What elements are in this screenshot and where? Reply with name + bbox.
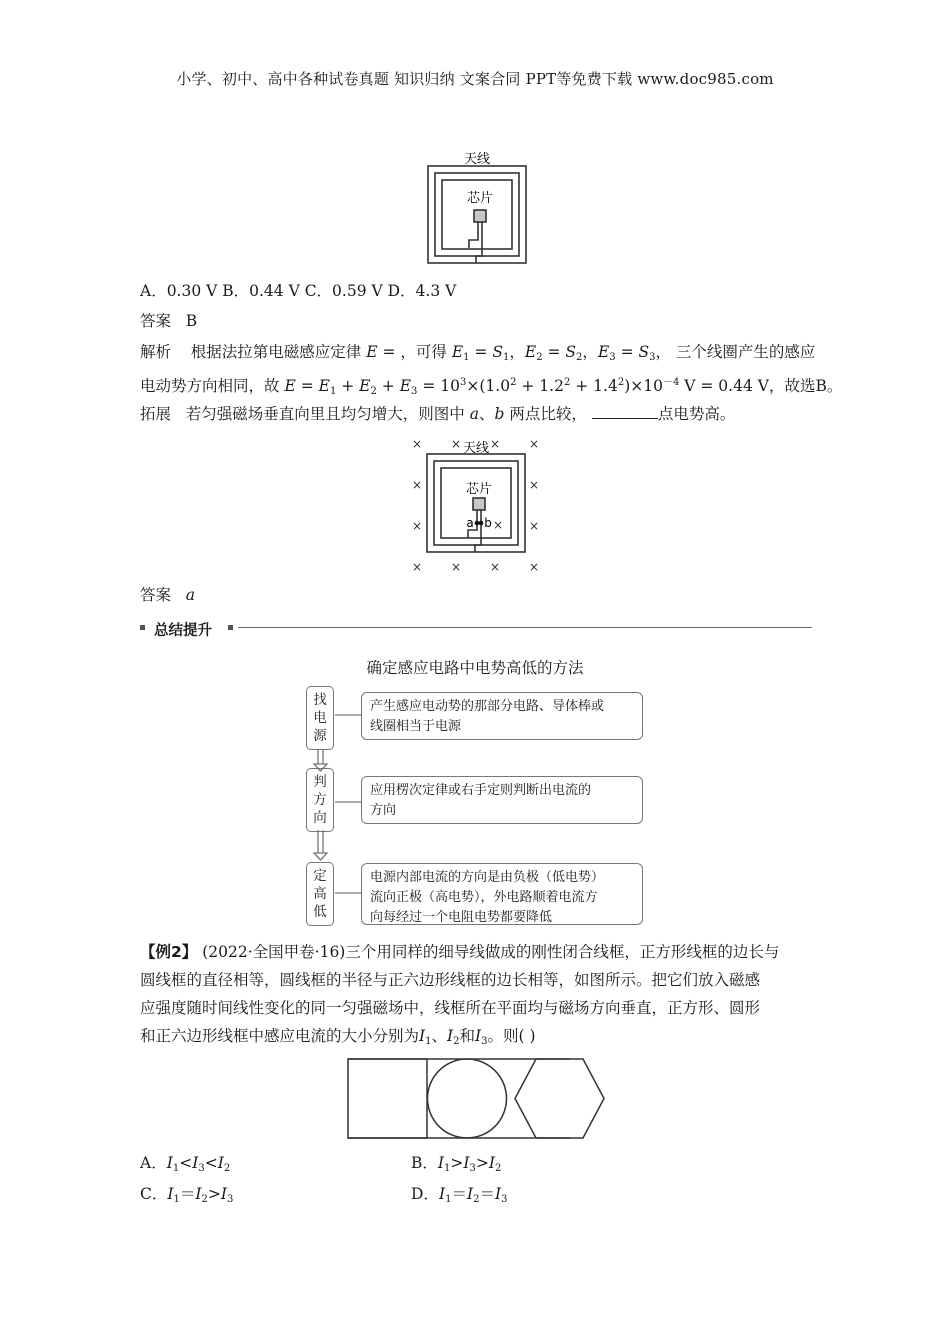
answer-label: 答案 (140, 312, 172, 330)
summary-marker (140, 625, 145, 630)
analysis-line-2: 电动势方向相同，故 $E = E_1 + E_2 + E_3 = 10^3\times(1.0^2 + 1.2^2 + 1.4^2)\times 10^{-4}$ V = 0.44 V，故选B。 (140, 377, 843, 397)
antenna-label-2: 天线 (462, 441, 490, 456)
example-tag: 【例2】 (140, 943, 198, 961)
hexagon-frame (515, 1059, 604, 1138)
step-char: 源 (313, 728, 327, 744)
antenna-figure-2 (405, 432, 547, 578)
extension-text-3: 点电势高。 (657, 405, 736, 423)
example-line: 。则( ) (487, 1027, 536, 1045)
step-char: 方 (313, 792, 327, 808)
step-find-source (306, 686, 334, 750)
step-char: 高 (313, 886, 327, 902)
field-cross: × (492, 518, 504, 532)
extension-label: 拓展 (140, 405, 172, 423)
circle-frame (428, 1059, 507, 1138)
step-char: 判 (313, 774, 327, 790)
example-2-text: 【例2】 (2022·全国甲卷·16)三个用同样的细导线做成的刚性闭合线框，正方形线框的边长与 圆线框的直径相等，圆线框的半径与正六边形线框的边长相等，如图所示。把它们放入磁感 应强度随时间线性变化的同一匀强磁场中，线框所在平面均与磁场方向垂直，正方形、圆形 和正六边形线框中感应电流的大小分别为$I_1$、$I_2$和$I_3$。则( ) (140, 938, 812, 1056)
summary-bar (140, 619, 812, 637)
blank-line (592, 404, 658, 419)
step-char: 定 (313, 868, 327, 884)
step-desc-determine-level (361, 863, 643, 925)
answer-2-value: a (185, 586, 196, 604)
example-line: 和正六边形线框中感应电流的大小分别为 (140, 1027, 420, 1045)
square-frame (348, 1059, 427, 1138)
example-source: (2022·全国甲卷·16) (202, 943, 346, 961)
analysis-text-4: 电动势方向相同，故 (140, 377, 280, 395)
flowchart-title: 确定感应电路中电势高低的方法 (366, 659, 584, 677)
field-cross: × (528, 437, 540, 451)
point-a-dot (475, 521, 480, 526)
step-judge-direction (306, 768, 334, 832)
step-determine-level (306, 862, 334, 926)
step-desc-find-source (361, 692, 643, 740)
choice-b-label: B． (411, 1154, 438, 1172)
step-char: 找 (313, 692, 327, 708)
shapes-figure (340, 1056, 610, 1144)
chip-label-2: 芯片 (465, 482, 493, 497)
choice-a-label: A． (140, 1154, 167, 1172)
desc-line: 应用楞次定律或右手定则判断出电流的 (370, 783, 592, 798)
answer-1 (140, 310, 197, 332)
answer-2-label: 答案 (140, 586, 172, 604)
desc-line: 方向 (370, 803, 397, 818)
desc-line: 流向正极（高电势），外电路顺着电流方 (370, 890, 598, 905)
chip-label-1: 芯片 (466, 191, 494, 206)
step-desc-judge-direction (361, 776, 643, 824)
desc-line: 线圈相当于电源 (370, 719, 462, 734)
answer-value: B (185, 312, 198, 330)
example-line: 三个用同样的细导线做成的刚性闭合线框，正方形线框的边长与 (345, 943, 780, 961)
antenna-label-1: 天线 (463, 152, 491, 167)
field-cross: × (411, 560, 423, 574)
analysis-text-2: ，可得 (400, 343, 447, 361)
field-cross: × (528, 519, 540, 533)
choice-c[interactable]: C．$I_1=I_2>I_3$ (140, 1185, 234, 1205)
field-cross: × (411, 437, 423, 451)
analysis-label: 解析 (140, 343, 172, 361)
summary-marker (228, 625, 233, 630)
analysis-text-5: ，故选B。 (768, 377, 843, 395)
options-line: A．0.30 V B．0.44 V C．0.59 V D．4.3 V (140, 282, 457, 300)
choice-a[interactable]: A．$I_1<I_3<I_2$ (140, 1154, 231, 1174)
field-cross: × (528, 478, 540, 492)
field-cross: × (450, 560, 462, 574)
analysis-line-1: 解析 根据法拉第电磁感应定律 E = ，可得 $E_1 = S_1$，$E_2 = S_2$，$E_3 = S_3$， 三个线圈产生的感应 (140, 343, 816, 363)
choice-b[interactable]: B．$I_1>I_3>I_2$ (411, 1154, 502, 1174)
desc-line: 电源内部电流的方向是由负极（低电势） (370, 870, 605, 885)
extension-line: 拓展 若匀强磁场垂直向里且均匀增大，则图中 a、b 两点比较， 点电势高。 (140, 405, 736, 423)
choice-d-label: D． (411, 1185, 439, 1203)
choice-c-label: C． (140, 1185, 168, 1203)
step-char: 向 (313, 810, 327, 826)
step-char: 低 (313, 904, 327, 920)
extension-text-2: 两点比较， (509, 405, 587, 423)
example-line: 圆线框的直径相等，圆线框的半径与正六边形线框的边长相等，如图所示。把它们放入磁感 (140, 971, 761, 989)
summary-title: 总结提升 (154, 623, 212, 639)
choice-d[interactable]: D．$I_1=I_2=I_3$ (411, 1185, 508, 1205)
field-cross: × (411, 478, 423, 492)
field-cross: × (489, 560, 501, 574)
step-char: 电 (313, 710, 327, 726)
extension-text-1: 若匀强磁场垂直向里且均匀增大，则图中 (185, 405, 465, 423)
answer-2 (140, 584, 195, 606)
field-cross: × (528, 560, 540, 574)
field-cross: × (411, 519, 423, 533)
analysis-text-1: 根据法拉第电磁感应定律 (190, 343, 362, 361)
point-b-dot (479, 521, 484, 526)
field-cross: × (450, 437, 462, 451)
field-cross: × (489, 437, 501, 451)
desc-line: 向每经过一个电阻电势都要降低 (370, 910, 553, 925)
desc-line: 产生感应电动势的那部分电路、导体棒或 (370, 699, 605, 714)
point-a-label: a (466, 516, 474, 530)
antenna-figure-1 (420, 148, 532, 270)
summary-rule (238, 627, 812, 628)
analysis-text-3: 三个线圈产生的感应 (675, 343, 816, 361)
point-b-label: b (484, 516, 492, 530)
page-header: 小学、初中、高中各种试卷真题 知识归纳 文案合同 PPT等免费下载 www.doc985.com (176, 70, 774, 88)
example-line: 应强度随时间线性变化的同一匀强磁场中，线框所在平面均与磁场方向垂直，正方形、圆形 (140, 999, 761, 1017)
